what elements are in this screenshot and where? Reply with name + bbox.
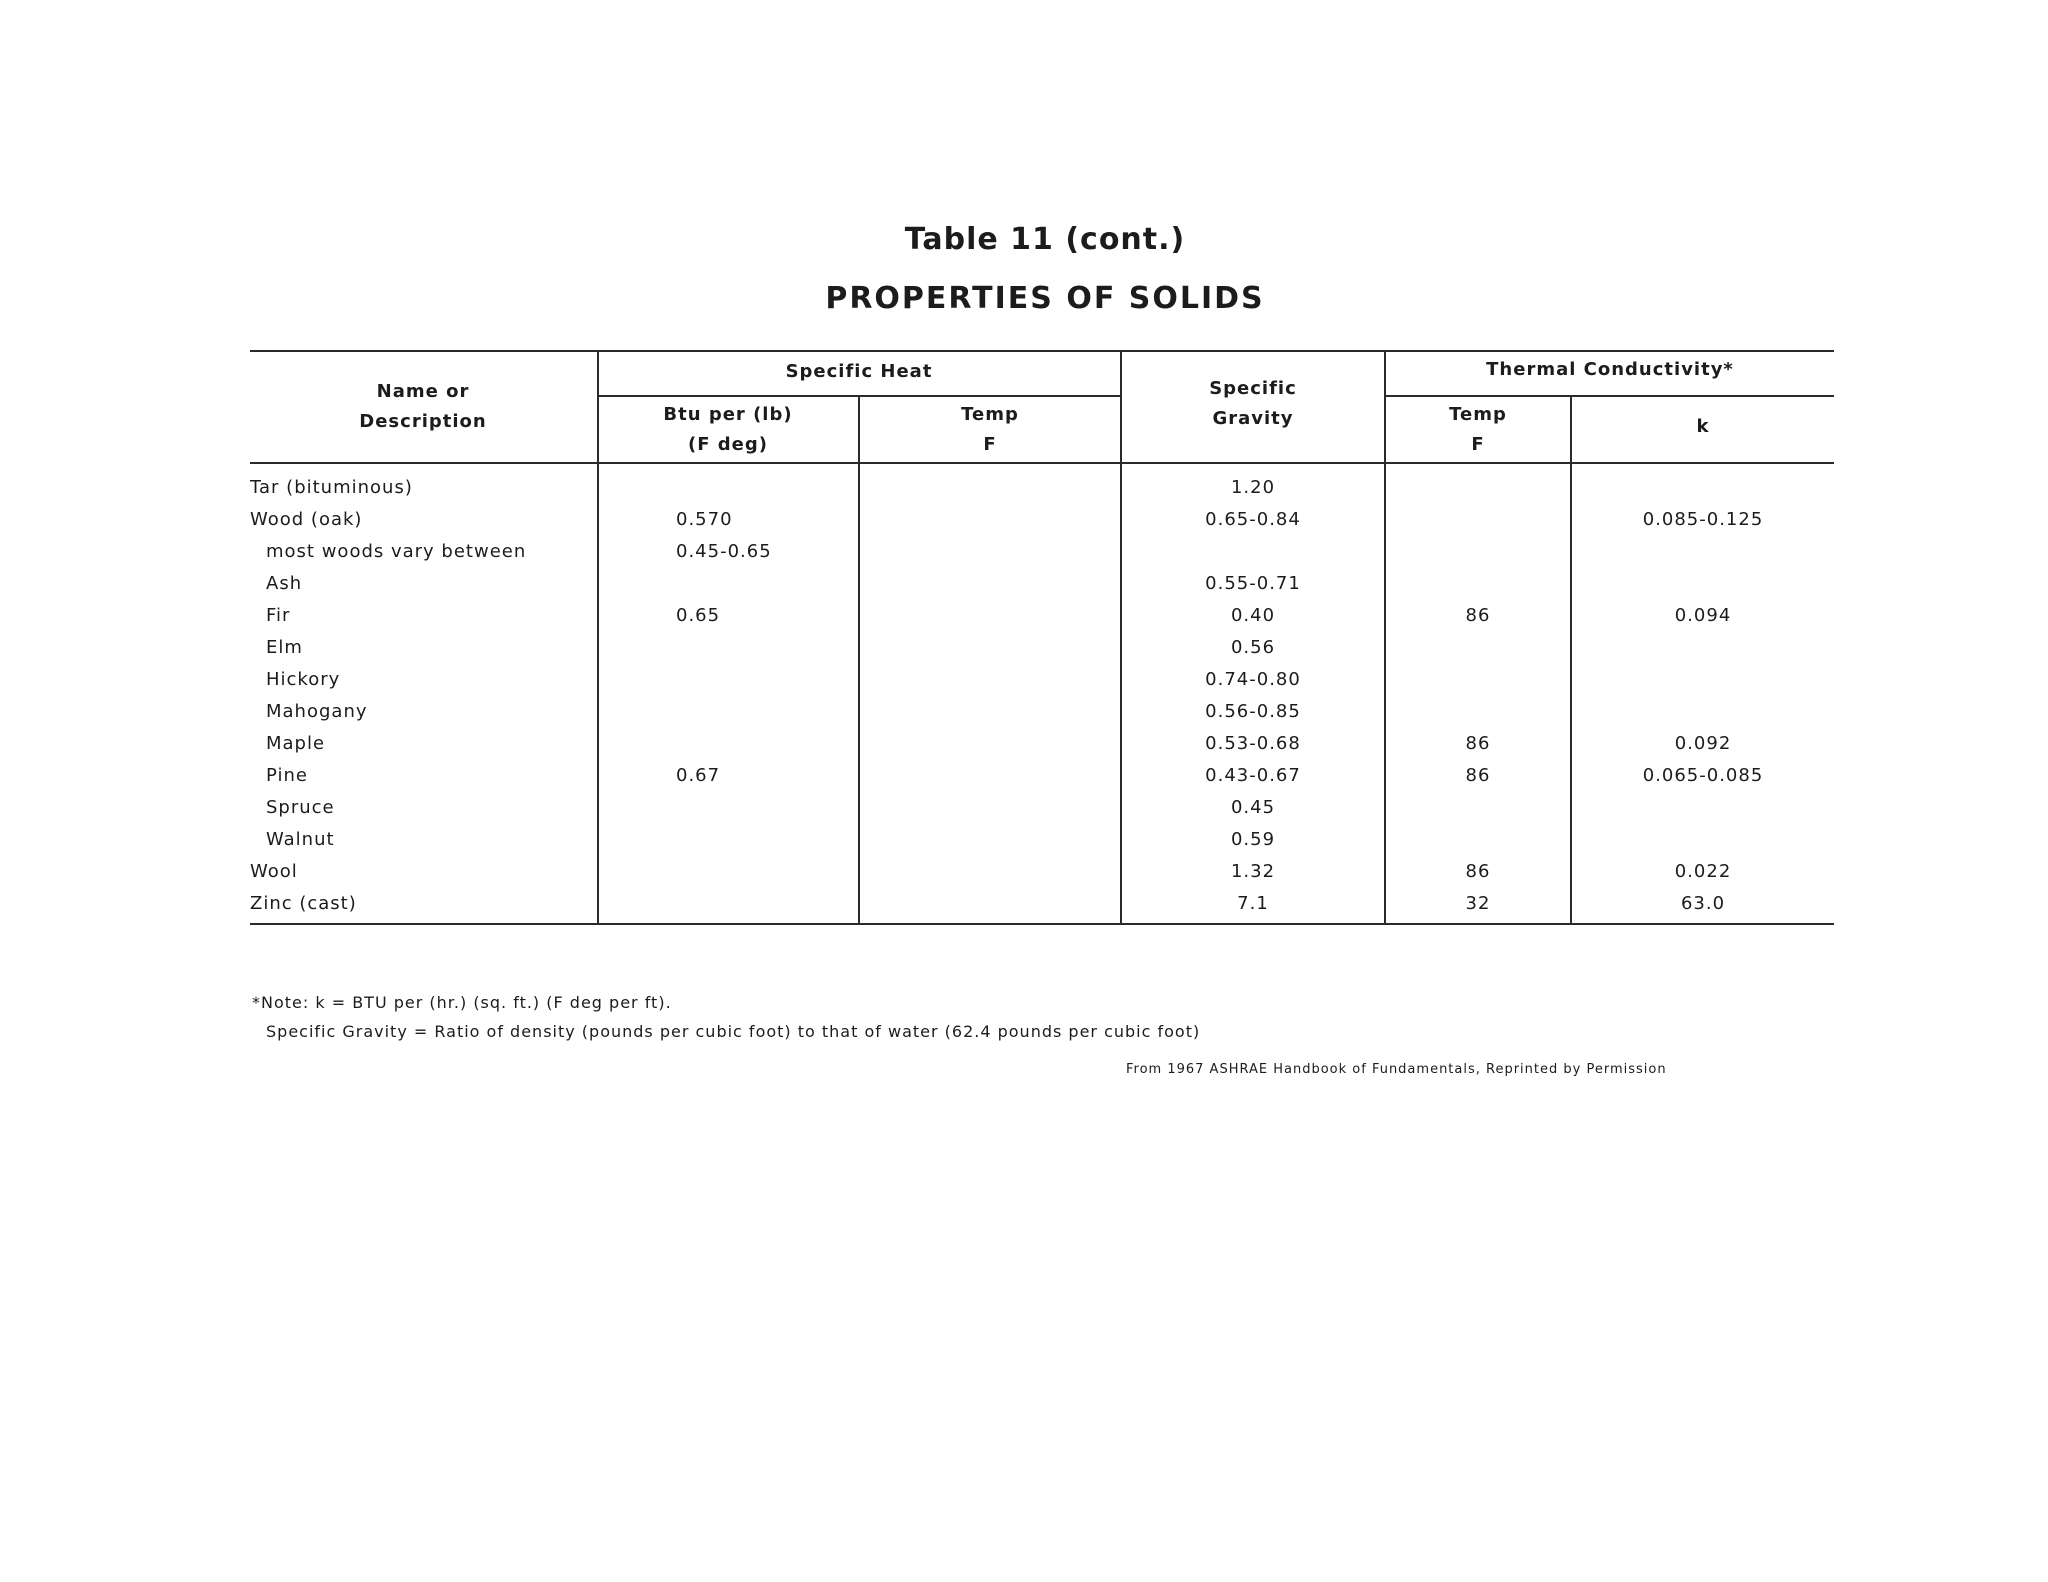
header-k: k	[1696, 416, 1710, 437]
row-specific-gravity: 7.1	[1237, 893, 1269, 914]
row-conductivity-temp: 86	[1465, 765, 1491, 786]
header-specific-heat: Specific Heat	[785, 361, 933, 382]
row-specific-gravity: 0.56	[1230, 637, 1276, 658]
header-thermal-conductivity-temp: Temp F	[1449, 404, 1507, 455]
header-bottom-rule	[250, 462, 1834, 464]
row-k: 63.0	[1680, 893, 1726, 914]
table-top-rule	[250, 350, 1834, 352]
row-specific-gravity: 0.40	[1230, 605, 1276, 626]
header-btu-per-lb: Btu per (lb) (F deg)	[663, 404, 793, 455]
row-specific-gravity: 1.32	[1230, 861, 1276, 882]
row-btu: 0.570	[676, 509, 733, 530]
row-specific-gravity: 0.43-0.67	[1205, 765, 1301, 786]
footnote-specific-gravity: Specific Gravity = Ratio of density (pounds per cubic foot) to that of water (62.4 pounds per cubic foot)	[266, 1022, 1201, 1041]
footnote-k-units: *Note: k = BTU per (hr.) (sq. ft.) (F deg per ft).	[252, 993, 672, 1012]
header-thermal-conductivity: Thermal Conductivity*	[1486, 359, 1734, 380]
row-k: 0.085-0.125	[1642, 509, 1764, 530]
row-name: Elm	[266, 637, 303, 658]
row-name: Mahogany	[266, 701, 368, 722]
row-specific-gravity: 1.20	[1230, 477, 1276, 498]
row-specific-gravity: 0.53-0.68	[1205, 733, 1301, 754]
row-k: 0.065-0.085	[1642, 765, 1764, 786]
row-k: 0.092	[1674, 733, 1732, 754]
row-specific-gravity: 0.74-0.80	[1205, 669, 1301, 690]
row-name: Zinc (cast)	[250, 893, 357, 914]
table-title: Table 11 (cont.)	[904, 222, 1186, 257]
row-name: Wool	[250, 861, 298, 882]
row-name: Walnut	[266, 829, 335, 850]
header-specific-gravity: Specific Gravity	[1209, 378, 1297, 429]
source-credit: From 1967 ASHRAE Handbook of Fundamentals, Reprinted by Permission	[1126, 1062, 1667, 1077]
row-name: Hickory	[266, 669, 341, 690]
row-k: 0.022	[1674, 861, 1732, 882]
row-specific-gravity: 0.65-0.84	[1205, 509, 1301, 530]
row-name: Maple	[266, 733, 326, 754]
row-btu: 0.65	[676, 605, 721, 626]
table-subtitle: PROPERTIES OF SOLIDS	[825, 281, 1265, 316]
row-conductivity-temp: 86	[1465, 861, 1491, 882]
row-specific-gravity: 0.56-0.85	[1205, 701, 1301, 722]
row-specific-gravity: 0.59	[1230, 829, 1276, 850]
row-name: Spruce	[266, 797, 335, 818]
row-btu: 0.67	[676, 765, 721, 786]
group-header-rule	[1385, 395, 1834, 397]
row-name: Pine	[266, 765, 308, 786]
row-specific-gravity: 0.45	[1230, 797, 1276, 818]
column-divider	[1570, 395, 1572, 924]
row-name: Ash	[266, 573, 303, 594]
header-name-description: Name or Description	[359, 381, 487, 432]
column-divider	[858, 395, 860, 924]
row-name: Fir	[266, 605, 291, 626]
header-specific-heat-temp: Temp F	[961, 404, 1019, 455]
row-btu: 0.45-0.65	[676, 541, 772, 562]
row-specific-gravity: 0.55-0.71	[1205, 573, 1301, 594]
row-conductivity-temp: 32	[1465, 893, 1491, 914]
row-conductivity-temp: 86	[1465, 605, 1491, 626]
row-name: most woods vary between	[266, 541, 527, 562]
table-bottom-rule	[250, 923, 1834, 925]
row-name: Wood (oak)	[250, 509, 363, 530]
row-conductivity-temp: 86	[1465, 733, 1491, 754]
row-k: 0.094	[1674, 605, 1732, 626]
row-name: Tar (bituminous)	[250, 477, 413, 498]
